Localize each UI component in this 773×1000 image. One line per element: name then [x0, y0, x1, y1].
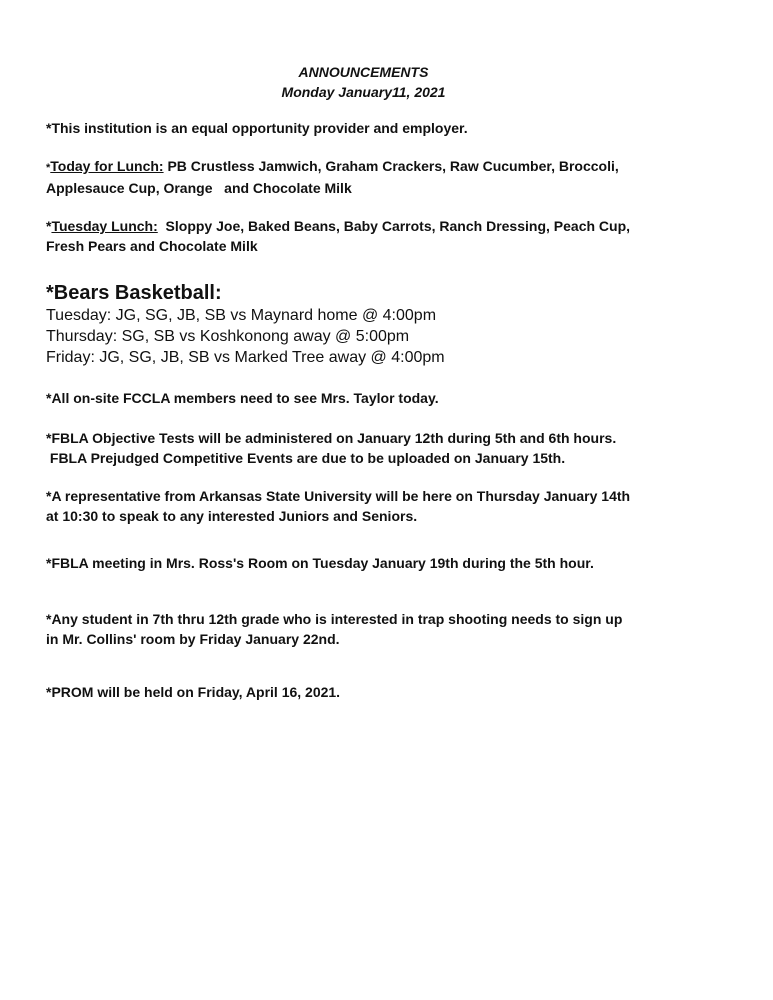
- trap-shooting-line1: *Any student in 7th thru 12th grade who is interested in trap shooting needs to sign up: [46, 611, 623, 627]
- asu-rep-line1: *A representative from Arkansas State University will be here on Thursday January 14th: [46, 488, 631, 504]
- trap-shooting-announcement: [46, 609, 746, 649]
- tuesday-lunch-menu: Sloppy Joe, Baked Beans, Baby Carrots, Ranch Dressing, Peach Cup,: [157, 218, 631, 234]
- today-lunch-menu: PB Crustless Jamwich, Graham Crackers, Raw Cucumber, Broccoli,: [163, 158, 619, 174]
- tuesday-lunch-line2: Fresh Pears and Chocolate Milk: [46, 238, 258, 254]
- tuesday-lunch-label: Tuesday Lunch:: [51, 218, 158, 234]
- today-lunch-line1: [46, 156, 746, 178]
- basketball-heading: *Bears Basketball:: [46, 282, 222, 304]
- trap-shooting-line2: in Mr. Collins' room by Friday January 22nd.: [46, 631, 340, 647]
- fccla-announcement: *All on-site FCCLA members need to see Mrs. Taylor today.: [46, 390, 439, 406]
- fbla-tests-line2: FBLA Prejudged Competitive Events are due to be uploaded on January 15th.: [46, 450, 566, 466]
- today-lunch-announcement: [46, 156, 746, 198]
- tuesday-lunch-line1: [46, 216, 746, 236]
- fbla-tests-line1: *FBLA Objective Tests will be administered on January 12th during 5th and 6th hours.: [46, 430, 617, 446]
- asu-representative-announcement: [46, 486, 746, 526]
- today-lunch-label: Today for Lunch:: [50, 158, 164, 174]
- basketball-game-thursday: Thursday: SG, SB vs Koshkonong away @ 5:00pm: [46, 328, 410, 345]
- fbla-meeting-announcement: *FBLA meeting in Mrs. Ross's Room on Tuesday January 19th during the 5th hour.: [46, 555, 594, 571]
- equal-opportunity-notice: *This institution is an equal opportunity provider and employer.: [46, 120, 468, 136]
- basketball-game-tuesday: Tuesday: JG, SG, JB, SB vs Maynard home @ 4:00pm: [46, 307, 437, 324]
- prom-announcement: *PROM will be held on Friday, April 16, 2021.: [46, 684, 341, 700]
- basketball-game-friday: Friday: JG, SG, JB, SB vs Marked Tree away @ 4:00pm: [46, 349, 445, 366]
- asu-rep-line2: at 10:30 to speak to any interested Juniors and Seniors.: [46, 508, 418, 524]
- tuesday-lunch-announcement: [46, 216, 746, 256]
- today-lunch-line2: Applesauce Cup, Orange and Chocolate Milk: [46, 180, 352, 196]
- fbla-tests-announcement: [46, 428, 746, 468]
- page-title: ANNOUNCEMENTS: [298, 64, 429, 80]
- page-date: Monday January11, 2021: [281, 84, 446, 100]
- tuesday-lunch-prefix: *: [46, 218, 52, 234]
- today-lunch-prefix: *: [46, 162, 51, 174]
